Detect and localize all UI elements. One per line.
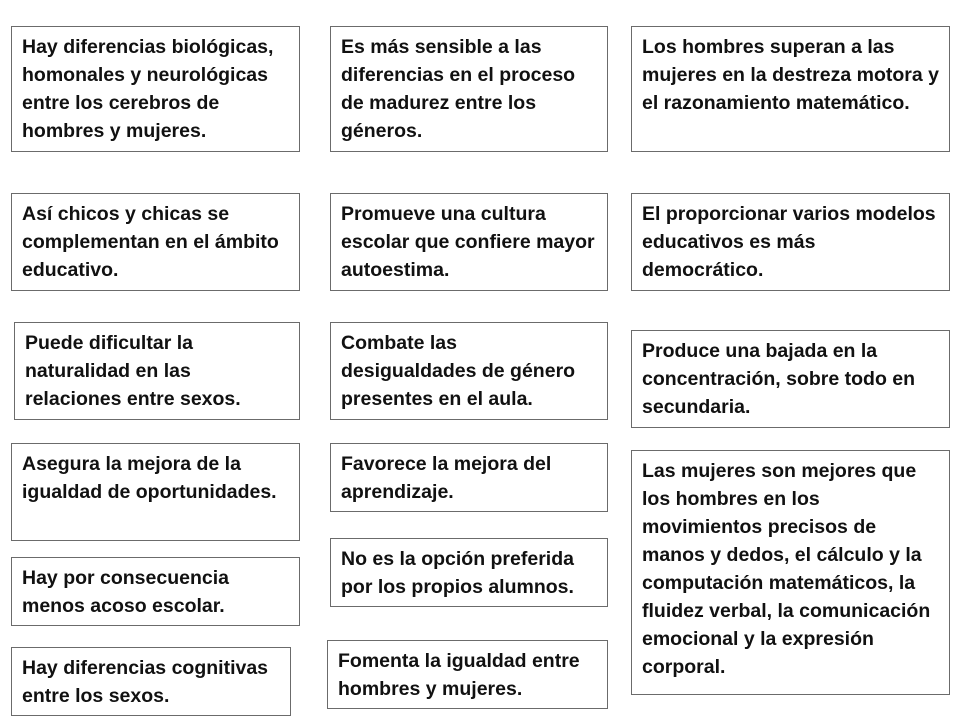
card-text: Fomenta la igualdad entre hombres y mujeres. (338, 650, 580, 700)
card-text: El proporcionar varios modelos educativos es más democrático. (642, 203, 936, 281)
card-text: Combate las desigualdades de género presentes en el aula. (341, 332, 576, 410)
card-text: Favorece la mejora del aprendizaje. (341, 453, 552, 503)
card-promotes-equality (327, 640, 608, 709)
card-biological-differences (11, 26, 300, 152)
card-self-esteem-culture (330, 193, 608, 291)
card-text: Las mujeres son mejores que los hombres en los movimientos precisos de manos y dedos, el cálculo y la computación matemáticos, la fluidez verbal, la comunicación emocional y la expresión corporal. (642, 460, 931, 678)
card-text: Así chicos y chicas se complementan en el ámbito educativo. (22, 203, 279, 281)
card-text: Puede dificultar la naturalidad en las relaciones entre sexos. (25, 332, 241, 410)
card-not-preferred-option (330, 538, 608, 607)
card-text: Asegura la mejora de la igualdad de oportunidades. (22, 453, 277, 503)
card-text: Hay por consecuencia menos acoso escolar. (22, 567, 229, 617)
card-women-better-skills (631, 450, 950, 695)
card-text: Es más sensible a las diferencias en el proceso de madurez entre los géneros. (341, 36, 576, 142)
card-equal-opportunities (11, 443, 300, 541)
card-men-motor-math (631, 26, 950, 152)
card-text: Promueve una cultura escolar que confiere mayor autoestima. (341, 203, 595, 281)
card-maturity-sensitivity (330, 26, 608, 152)
card-text: Hay diferencias biológicas, homonales y neurológicas entre los cerebros de hombres y mujeres. (22, 36, 274, 142)
card-text: Los hombres superan a las mujeres en la destreza motora y el razonamiento matemático. (642, 36, 939, 114)
card-cognitive-differences (11, 647, 291, 716)
card-text: Hay diferencias cognitivas entre los sexos. (22, 657, 269, 707)
card-democratic-models (631, 193, 950, 291)
card-learning-improvement (330, 443, 608, 512)
card-complement-education (11, 193, 300, 291)
card-less-bullying (11, 557, 300, 626)
card-concentration-drop (631, 330, 950, 428)
card-text: No es la opción preferida por los propios alumnos. (341, 548, 574, 598)
card-text: Produce una bajada en la concentración, sobre todo en secundaria. (642, 340, 916, 418)
card-naturalness-relations (14, 322, 300, 420)
card-gender-inequality (330, 322, 608, 420)
